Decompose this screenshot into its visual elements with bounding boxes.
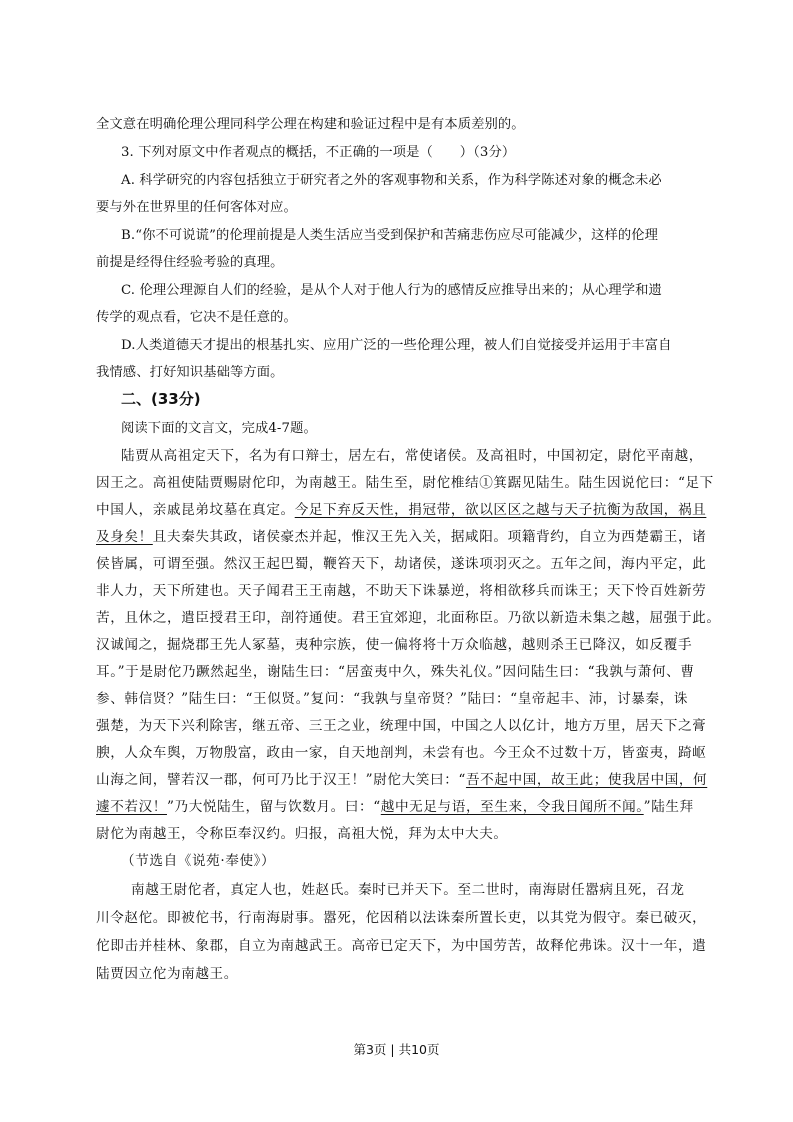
- passage-line: 苦，且休之，遣臣授君王印，剖符通使。君王宜郊迎，北面称臣。乃欲以新造未集之越，屈强于此。: [96, 610, 721, 626]
- option-a-line: 要与外在世界里的任何客体对应。: [96, 200, 297, 215]
- passage-line: 川令赵佗。即被佗书，行南海尉事。嚣死，佗因稍以法诛秦所置长吏，以其党为假守。秦已破灭，: [96, 910, 707, 926]
- underlined-sentence: 今足下弃反天性，捐冠带，欲以区区之越与天子抗衡为敌国，祸且: [294, 502, 707, 518]
- passage-line: 耳。”于是尉佗乃蹶然起坐，谢陆生曰：“居蛮夷中久，殊失礼仪。”因问陆生曰：“我孰与萧何、曹: [96, 664, 695, 680]
- section-heading: 二、(33分): [121, 390, 201, 408]
- option-d-line: D.人类道德天才提出的根基扎实、应用广泛的一些伦理公理，被人们自觉接受并运用于丰富自: [121, 338, 672, 353]
- passage-line: 中国人，亲戚昆弟坟墓在真定。今足下弃反天性，捐冠带，欲以区区之越与天子抗衡为敌国，祸且: [96, 502, 707, 518]
- text-line: 全文意在明确伦理公理同科学公理在构建和验证过程中是有本质差别的。: [96, 117, 525, 132]
- underlined-sentence: 及身矣！: [96, 529, 153, 545]
- passage-line: 侯皆属，可谓至强。然汉王起巴蜀，鞭笞天下，劫诸侯，遂诛项羽灭之。五年之间，海内平定，此: [96, 556, 707, 572]
- passage-line: 非人力，天下所建也。天子闻君王王南越，不助天下诛暴逆，将相欲移兵而诛王；天下怜百姓新劳: [96, 583, 707, 599]
- passage-line: 山海之间，譬若汉一郡，何可乃比于汉王！”尉佗大笑曰：“吾不起中国，故王此；使我居中国，何: [96, 772, 708, 788]
- passage-line: 及身矣！且夫秦失其政，诸侯豪杰并起，惟汉王先入关，据咸阳。项籍背约，自立为西楚霸王，诸: [96, 529, 707, 545]
- option-b-line: B.“你不可说谎”的伦理前提是人类生活应当受到保护和苦痛悲伤应尽可能减少，这样的伦理: [121, 228, 659, 243]
- option-c-line: C. 伦理公理源自人们的经验，是从个人对于他人行为的感情反应推导出来的；从心理学和遗: [121, 283, 662, 298]
- passage-line: 汉诚闻之，掘烧郡王先人冢墓，夷种宗族，使一偏将将十万众临越，越则杀王已降汉，如反覆手: [96, 637, 693, 653]
- page-footer: 第3页 | 共10页: [353, 1042, 440, 1057]
- option-d-line: 我情感、打好知识基础等方面。: [96, 365, 284, 380]
- instruction: 阅读下面的文言文，完成4-7题。: [121, 421, 317, 436]
- option-c-line: 传学的观点看，它决不是任意的。: [96, 310, 297, 325]
- underlined-sentence: 吾不起中国，故王此；使我居中国，何: [465, 772, 708, 788]
- passage-line: 强楚，为天下兴利除害，继五帝、三王之业，统理中国，中国之人以亿计，地方万里，居天下之膏: [96, 718, 707, 734]
- underlined-sentence: 越中无足与语，至生来，令我日闻所不闻。: [380, 799, 644, 815]
- passage-line: 遽不若汉！”乃大悦陆生，留与饮数月。曰：“越中无足与语，至生来，令我日闻所不闻。”陆生拜: [96, 799, 694, 815]
- underlined-sentence: 遽不若汉！: [96, 799, 167, 815]
- passage-line: 陆贾从高祖定天下，名为有口辩士，居左右，常使诸侯。及高祖时，中国初定，尉佗平南越，: [121, 448, 703, 464]
- passage-line: 腴，人众车舆，万物殷富，政由一家，自天地剖判，未尝有也。今王众不过数十万，皆蛮夷，踦岖: [96, 745, 707, 761]
- passage-line: 南越王尉佗者，真定人也，姓赵氏。秦时已并天下。至二世时，南海尉任嚣病且死，召龙: [131, 882, 685, 898]
- passage-line: 陆贾因立佗为南越王。: [96, 966, 238, 982]
- option-b-line: 前提是经得住经验考验的真理。: [96, 255, 284, 270]
- passage-source: （节选自《说苑·奉使》）: [121, 853, 276, 869]
- passage-line: 参、韩信贤？”陆生曰：“王似贤。”复问：“我孰与皇帝贤？”陆曰：“皇帝起丰、沛，讨暴秦，诛: [96, 691, 689, 707]
- passage-line: 尉佗为南越王，令称臣奉汉约。归报，高祖大悦，拜为太中大夫。: [96, 826, 508, 842]
- option-a-line: A. 科学研究的内容包括独立于研究者之外的客观事物和关系，作为科学陈述对象的概念未必: [121, 173, 662, 188]
- passage-line: 因王之。高祖使陆贾赐尉佗印，为南越王。陆生至，尉佗椎结①箕踞见陆生。陆生因说佗曰：“足下: [96, 475, 714, 491]
- passage-line: 佗即击并桂林、象郡，自立为南越武王。高帝已定天下，为中国劳苦，故释佗弗诛。汉十一年，遣: [96, 938, 707, 954]
- question-3: 3. 下列对原文中作者观点的概括，不正确的一项是（ ）（3分）: [121, 145, 516, 160]
